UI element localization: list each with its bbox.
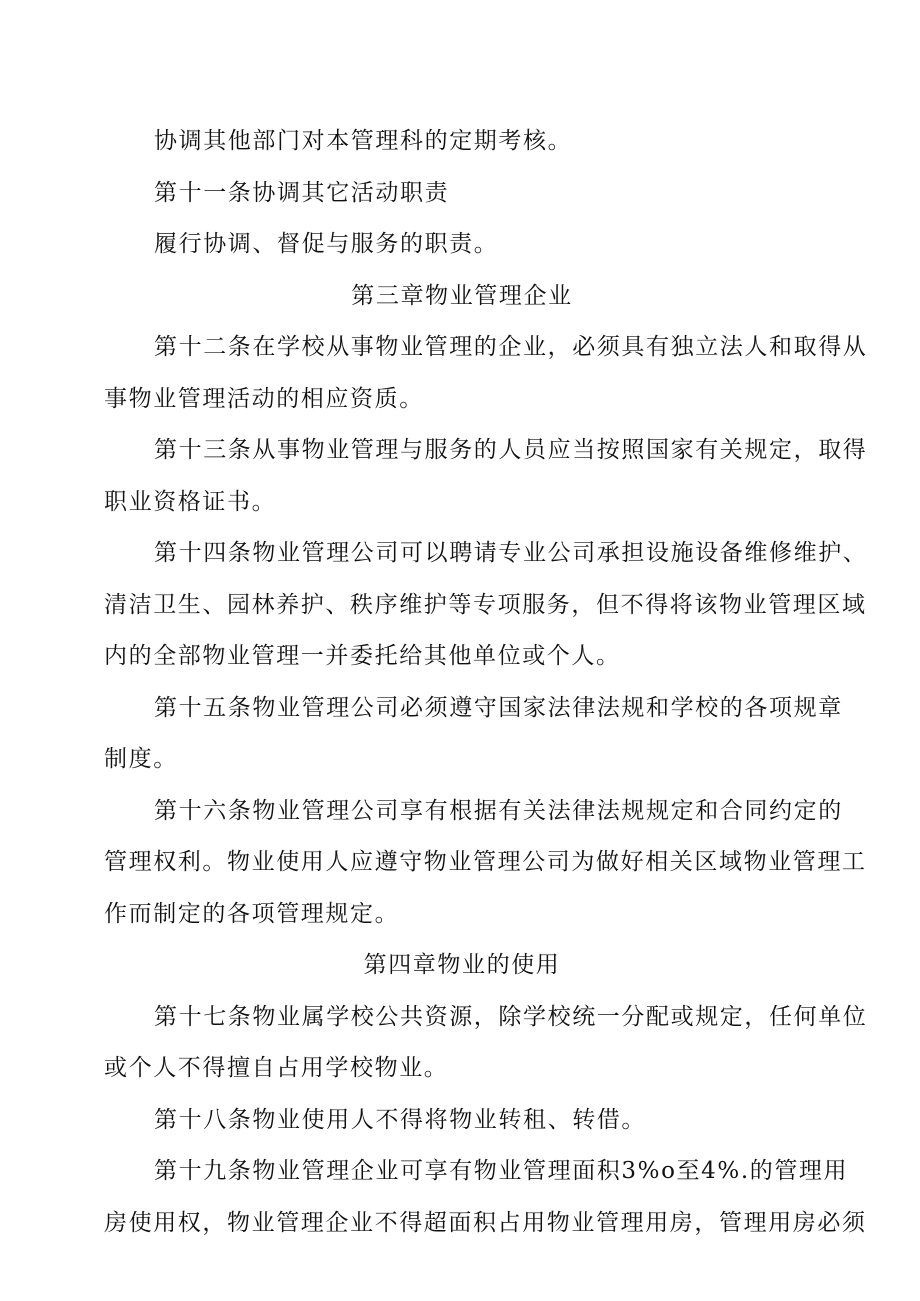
chapter-heading: 第三章物业管理企业: [351, 282, 573, 309]
body-line: 第十八条物业使用人不得将物业转租、转借。: [154, 1106, 646, 1133]
body-line: 房使用权，物业管理企业不得超面积占用物业管理用房，管理用房必须: [104, 1209, 867, 1236]
body-line: 第十七条物业属学校公共资源，除学校统一分配或规定，任何单位: [154, 1003, 868, 1030]
article-heading: 第十一条协调其它活动职责: [154, 179, 450, 206]
body-line: 或个人不得擅自占用学校物业。: [104, 1055, 449, 1081]
body-line: 第十九条物业管理企业可享有物业管理面积3%o至4%.的管理用: [154, 1158, 849, 1184]
body-line: 管理权利。物业使用人应遵守物业管理公司为做好相关区域物业管理工: [104, 849, 867, 875]
body-line: 作而制定的各项管理规定。: [104, 900, 400, 927]
body-line: 第十三条从事物业管理与服务的人员应当按照国家有关规定，取得: [154, 437, 868, 463]
body-line: 第十五条物业管理公司必须遵守国家法律法规和学校的各项规章: [154, 694, 843, 721]
body-line: 第十六条物业管理公司享有根据有关法律法规规定和合同约定的: [154, 797, 843, 824]
body-line: 履行协调、督促与服务的职责。: [154, 231, 499, 257]
document-body: [104, 120, 868, 1253]
chapter-heading: 第四章物业的使用: [363, 952, 561, 978]
body-line: 第十四条物业管理公司可以聘请专业公司承担设施设备维修维护、: [154, 540, 868, 566]
body-line: 协调其他部门对本管理科的定期考核。: [154, 128, 573, 154]
body-line: 清洁卫生、园林养护、秩序维护等专项服务，但不得将该物业管理区域: [104, 591, 867, 618]
body-line: 内的全部物业管理一并委托给其他单位或个人。: [104, 643, 621, 669]
body-line: 事物业管理活动的相应资质。: [104, 385, 424, 412]
body-line: 第十二条在学校从事物业管理的企业，必须具有独立法人和取得从: [154, 334, 868, 360]
body-line: 职业资格证书。: [104, 488, 277, 515]
body-line: 制度。: [104, 746, 178, 772]
